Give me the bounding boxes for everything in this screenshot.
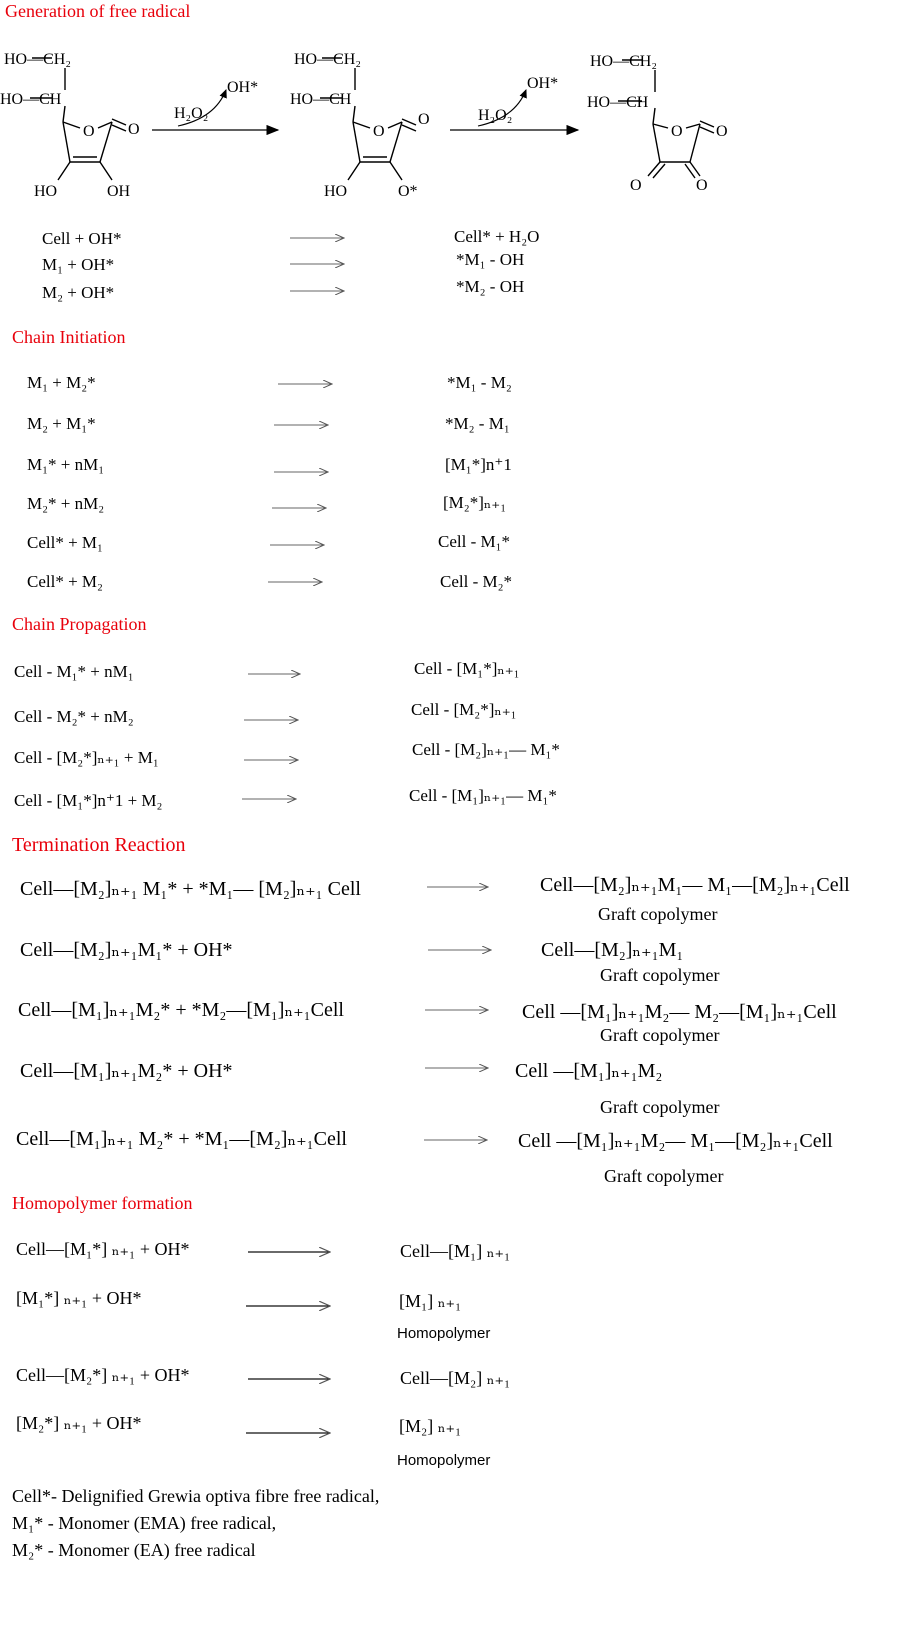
homo-reaction-3-products: Cell—[M₂] ₙ₊₁ bbox=[400, 1368, 511, 1388]
gen-reaction-3-reactants: M₂ + OH* bbox=[42, 283, 115, 302]
section-title-termination: Termination Reaction bbox=[12, 834, 186, 856]
mol3-ring-oxygen: O bbox=[671, 123, 683, 140]
mol2-bottom-right: O* bbox=[398, 183, 418, 200]
init-reaction-4-products: [M₂*]ₙ₊₁ bbox=[443, 493, 507, 512]
term-reaction-3-reactants: Cell—[M₁]ₙ₊₁M₂* + *M₂—[M₁]ₙ₊₁Cell bbox=[18, 999, 344, 1021]
term-reaction-2-reactants: Cell—[M₂]ₙ₊₁M₁* + OH* bbox=[20, 939, 233, 961]
homo-reaction-1-reactants: Cell—[M₁*] ₙ₊₁ + OH* bbox=[16, 1239, 190, 1259]
prop-reaction-4-reactants: Cell - [M₁*]n⁺1 + M₂ bbox=[14, 791, 163, 810]
homo-reaction-1-products: Cell—[M₁] ₙ₊₁ bbox=[400, 1241, 511, 1261]
gen-reaction-2-reactants: M₁ + OH* bbox=[42, 255, 115, 274]
homo-reaction-4-label: Homopolymer bbox=[397, 1452, 491, 1469]
init-reaction-6-reactants: Cell* + M₂ bbox=[27, 572, 103, 591]
prop-reaction-4-products: Cell - [M₁]ₙ₊₁— M₁* bbox=[409, 786, 557, 805]
term-reaction-5-reactants: Cell—[M₁]ₙ₊₁ M₂* + *M₁—[M₂]ₙ₊₁Cell bbox=[16, 1128, 347, 1150]
term-reaction-3-label: Graft copolymer bbox=[600, 1025, 720, 1045]
legend-m1-radical: M₁* - Monomer (EMA) free radical, bbox=[12, 1513, 277, 1533]
term-reaction-2-products: Cell—[M₂]ₙ₊₁M₁ bbox=[541, 939, 684, 961]
prop-reaction-3-reactants: Cell - [M₂*]ₙ₊₁ + M₁ bbox=[14, 748, 159, 767]
mol2-top-group: HO—CH₂ bbox=[294, 51, 361, 68]
molecule-ascorbic-acid bbox=[30, 58, 126, 180]
prop-reaction-2-reactants: Cell - M₂* + nM₂ bbox=[14, 707, 134, 726]
term-reaction-3-products: Cell —[M₁]ₙ₊₁M₂— M₂—[M₁]ₙ₊₁Cell bbox=[522, 1001, 837, 1023]
term-reaction-1-products: Cell—[M₂]ₙ₊₁M₁— M₁—[M₂]ₙ₊₁Cell bbox=[540, 874, 850, 896]
mol1-top-group: HO—CH₂ bbox=[4, 51, 71, 68]
homo-reaction-2-products: [M₁] ₙ₊₁ bbox=[399, 1291, 462, 1311]
byproduct-2: OH* bbox=[527, 75, 559, 92]
section-title-propagation: Chain Propagation bbox=[12, 614, 147, 634]
term-reaction-4-reactants: Cell—[M₁]ₙ₊₁M₂* + OH* bbox=[20, 1060, 233, 1082]
section-title-homopolymer: Homopolymer formation bbox=[12, 1193, 193, 1213]
init-reaction-3-reactants: M₁* + nM₁ bbox=[27, 455, 105, 474]
gen-reaction-1-reactants: Cell + OH* bbox=[42, 229, 122, 248]
byproduct-1: OH* bbox=[227, 79, 259, 96]
prop-reaction-2-products: Cell - [M₂*]ₙ₊₁ bbox=[411, 700, 517, 719]
ascorbic-acid-oxidation-scheme bbox=[0, 0, 916, 215]
init-reaction-5-reactants: Cell* + M₁ bbox=[27, 533, 103, 552]
mol1-bottom-left: HO bbox=[34, 183, 58, 200]
init-reaction-2-products: *M₂ - M₁ bbox=[445, 414, 510, 433]
mol2-carbonyl: O bbox=[418, 111, 430, 128]
molecule-ascorbate-radical bbox=[320, 58, 416, 180]
homo-reaction-4-products: [M₂] ₙ₊₁ bbox=[399, 1416, 462, 1436]
gen-reaction-1-products: Cell* + H₂O bbox=[454, 227, 540, 246]
term-reaction-5-products: Cell —[M₁]ₙ₊₁M₂— M₁—[M₂]ₙ₊₁Cell bbox=[518, 1130, 833, 1152]
mol1-bottom-right: OH bbox=[107, 183, 131, 200]
mol2-bottom-left: HO bbox=[324, 183, 348, 200]
mol3-top-group: HO—CH₂ bbox=[590, 53, 657, 70]
section-title-generation: Generation of free radical bbox=[5, 1, 191, 21]
homo-reaction-4-reactants: [M₂*] ₙ₊₁ + OH* bbox=[16, 1413, 142, 1433]
init-reaction-4-reactants: M₂* + nM₂ bbox=[27, 494, 105, 513]
mol3-carbonyl: O bbox=[716, 123, 728, 140]
homo-reaction-3-reactants: Cell—[M₂*] ₙ₊₁ + OH* bbox=[16, 1365, 190, 1385]
prop-reaction-1-reactants: Cell - M₁* + nM₁ bbox=[14, 662, 134, 681]
legend-cell-radical: Cell*- Delignified Grewia optiva fibre free radical, bbox=[12, 1486, 380, 1506]
init-reaction-5-products: Cell - M₁* bbox=[438, 532, 511, 551]
init-reaction-6-products: Cell - M₂* bbox=[440, 572, 513, 591]
mol1-carbonyl: O bbox=[128, 121, 140, 138]
homo-reaction-2-reactants: [M₁*] ₙ₊₁ + OH* bbox=[16, 1288, 142, 1308]
mol2-mid-group: HO—CH bbox=[290, 91, 352, 108]
homo-reaction-2-label: Homopolymer bbox=[397, 1325, 491, 1342]
mol2-ring-oxygen: O bbox=[373, 123, 385, 140]
mol1-mid-group: HO—CH bbox=[0, 91, 62, 108]
term-reaction-4-label: Graft copolymer bbox=[600, 1097, 720, 1117]
prop-reaction-3-products: Cell - [M₂]ₙ₊₁— M₁* bbox=[412, 740, 560, 759]
legend-m2-radical: M₂* - Monomer (EA) free radical bbox=[12, 1540, 256, 1560]
reagent-1: H₂O₂ bbox=[174, 105, 209, 122]
gen-reaction-3-products: *M₂ - OH bbox=[456, 277, 525, 296]
term-reaction-1-reactants: Cell—[M₂]ₙ₊₁ M₁* + *M₁— [M₂]ₙ₊₁ Cell bbox=[20, 878, 361, 900]
mol3-bottom-left: O bbox=[630, 177, 642, 194]
section-title-initiation: Chain Initiation bbox=[12, 327, 126, 347]
gen-reaction-2-products: *M₁ - OH bbox=[456, 250, 525, 269]
init-reaction-1-products: *M₁ - M₂ bbox=[447, 373, 512, 392]
prop-reaction-1-products: Cell - [M₁*]ₙ₊₁ bbox=[414, 659, 520, 678]
term-reaction-2-label: Graft copolymer bbox=[600, 965, 720, 985]
mol3-mid-group: HO—CH bbox=[587, 94, 649, 111]
init-reaction-1-reactants: M₁ + M₂* bbox=[27, 373, 96, 392]
term-reaction-5-label: Graft copolymer bbox=[604, 1166, 724, 1186]
mol1-ring-oxygen: O bbox=[83, 123, 95, 140]
mol3-bottom-right: O bbox=[696, 177, 708, 194]
reagent-2: H₂O₂ bbox=[478, 107, 513, 124]
init-reaction-2-reactants: M₂ + M₁* bbox=[27, 414, 96, 433]
molecule-dehydroascorbic-acid bbox=[618, 60, 714, 178]
term-reaction-4-products: Cell —[M₁]ₙ₊₁M₂ bbox=[515, 1060, 663, 1082]
init-reaction-3-products: [M₁*]n⁺1 bbox=[445, 455, 512, 474]
term-reaction-1-label: Graft copolymer bbox=[598, 904, 718, 924]
